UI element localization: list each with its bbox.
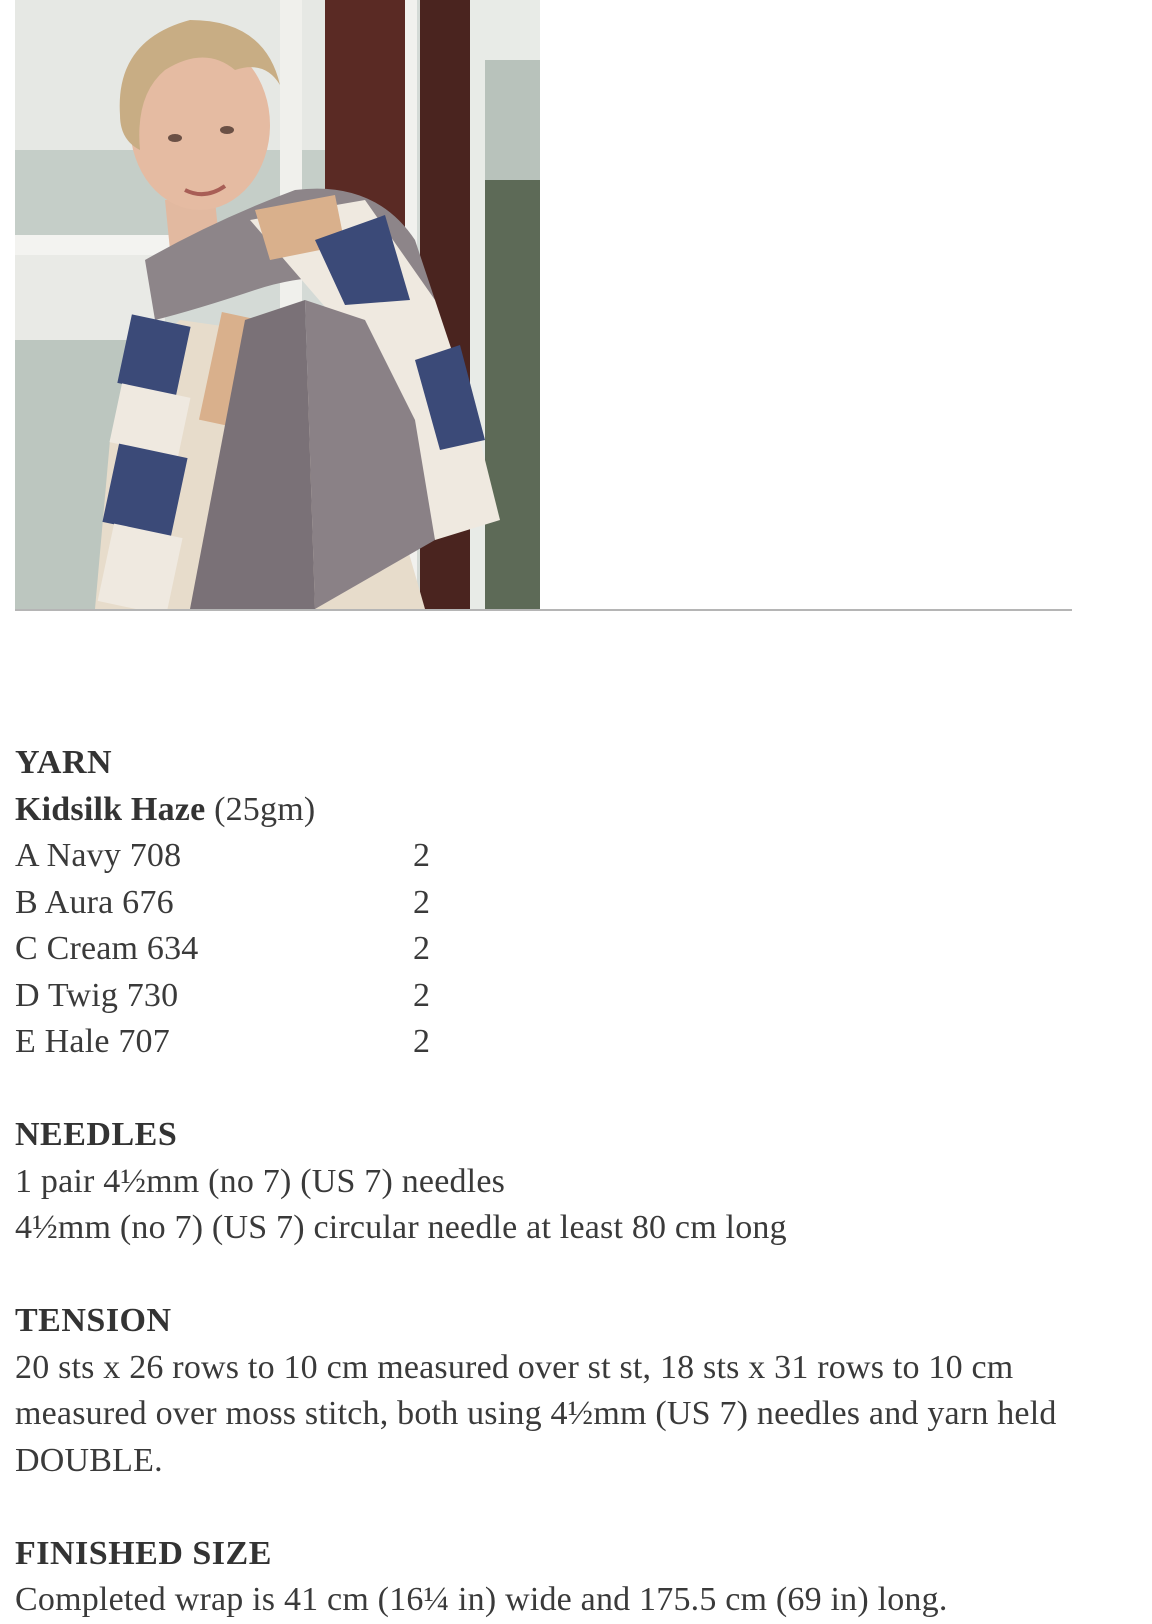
pattern-info (15, 740, 1125, 1624)
yarn-item (15, 1019, 1125, 1066)
finished-size-section (15, 1531, 1125, 1624)
tension-heading: TENSION (15, 1302, 172, 1339)
yarn-item-label: A Navy 708 (15, 837, 182, 874)
yarn-item-label: D Twig 730 (15, 976, 179, 1014)
yarn-item (15, 973, 1125, 1020)
yarn-item-qty: 2 (413, 1023, 431, 1060)
needles-line: 4½mm (no 7) (US 7) circular needle at least 80 cm long (15, 1209, 787, 1246)
finished-size-heading: FINISHED SIZE (15, 1534, 272, 1572)
yarn-item-label: C Cream 634 (15, 930, 199, 967)
yarn-item-qty: 2 (413, 930, 431, 967)
yarn-item-qty: 2 (413, 837, 431, 874)
needles-line: 1 pair 4½mm (no 7) (US 7) needles (15, 1162, 506, 1200)
yarn-item (15, 880, 1125, 927)
yarn-heading: YARN (15, 744, 113, 781)
model-photo (15, 0, 540, 609)
needles-section (15, 1112, 1125, 1252)
yarn-title-line (15, 787, 1125, 834)
yarn-item (15, 833, 1125, 880)
needles-heading: NEEDLES (15, 1116, 178, 1153)
model-photo-illustration (15, 0, 540, 609)
yarn-section (15, 740, 1125, 1066)
yarn-item-qty: 2 (413, 976, 431, 1014)
yarn-item-label: B Aura 676 (15, 883, 174, 921)
finished-size-text: Completed wrap is 41 cm (16¼ in) wide and 175.5 cm (69 in) long. (15, 1581, 948, 1618)
yarn-name: Kidsilk Haze (15, 790, 206, 828)
tension-text: 20 sts x 26 rows to 10 cm measured over st st, 18 sts x 31 rows to 10 cm measured over moss stitch, both using 4½mm (US 7) needles and yarn held DOUBLE. (15, 1348, 1057, 1479)
divider-rule (15, 609, 1072, 611)
yarn-item-label: E Hale 707 (15, 1023, 170, 1060)
yarn-item (15, 926, 1125, 973)
yarn-weight: (25gm) (214, 790, 316, 828)
tension-section (15, 1298, 1125, 1484)
yarn-item-qty: 2 (413, 883, 431, 921)
